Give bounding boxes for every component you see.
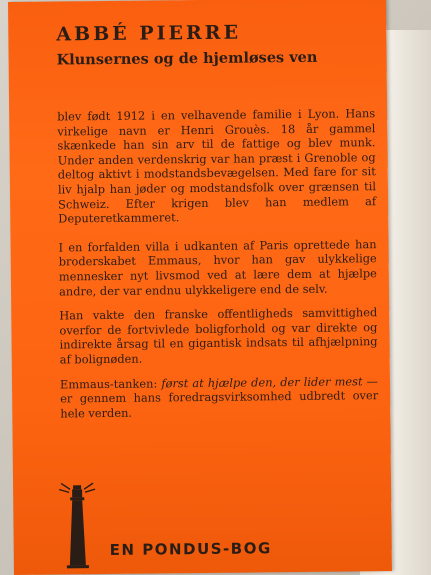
book-back-cover: [8, 0, 392, 575]
paragraph-4-quote: først at hjælpe den, der lider mest: [161, 373, 363, 390]
lighthouse-icon: [57, 479, 98, 569]
paragraph-4-tail: — er gennem hans foredragsvirksomhed udbredt over hele verden.: [60, 373, 379, 421]
paragraph-4-lead: Emmaus-tanken:: [59, 375, 162, 391]
book-subtitle: Klunsernes og de hjemløses ven: [56, 48, 318, 69]
blurb-text: [57, 106, 378, 431]
paragraph-4: [60, 374, 378, 421]
author-name: ABBÉ PIERRE: [56, 21, 242, 46]
paragraph-1: blev født 1912 i en velhavende familie i Lyon. Hans virkelige navn er Henri Grouès. 18 år gammel skænkede han sin arv til de fattige og blev munk. Under anden verdenskrig var han præst i Grenoble og deltog aktivt i modstandsbevægelsen. Med fare for sit liv hjalp han jøder og modstandsfolk over grænsen til Schweiz. Efter krigen blev han medlem af Deputeretkammeret.: [57, 106, 377, 226]
paragraph-3: Han vakte den franske offentligheds samvittighed overfor de fortvivlede boligforhold og var direkte og indirekte årsag til en gigantisk indsats til afhjælpning af bolignøden.: [59, 305, 378, 367]
publisher-label: EN PONDUS-BOG: [109, 539, 272, 559]
paragraph-2: I en forfalden villa i udkanten af Paris oprettede han broderskabet Emmaus, hvor han gav ulykkelige mennesker nyt livsmod ved at lære dem at hjælpe andre, der var endnu ulykkeligere end de selv.: [58, 236, 377, 299]
